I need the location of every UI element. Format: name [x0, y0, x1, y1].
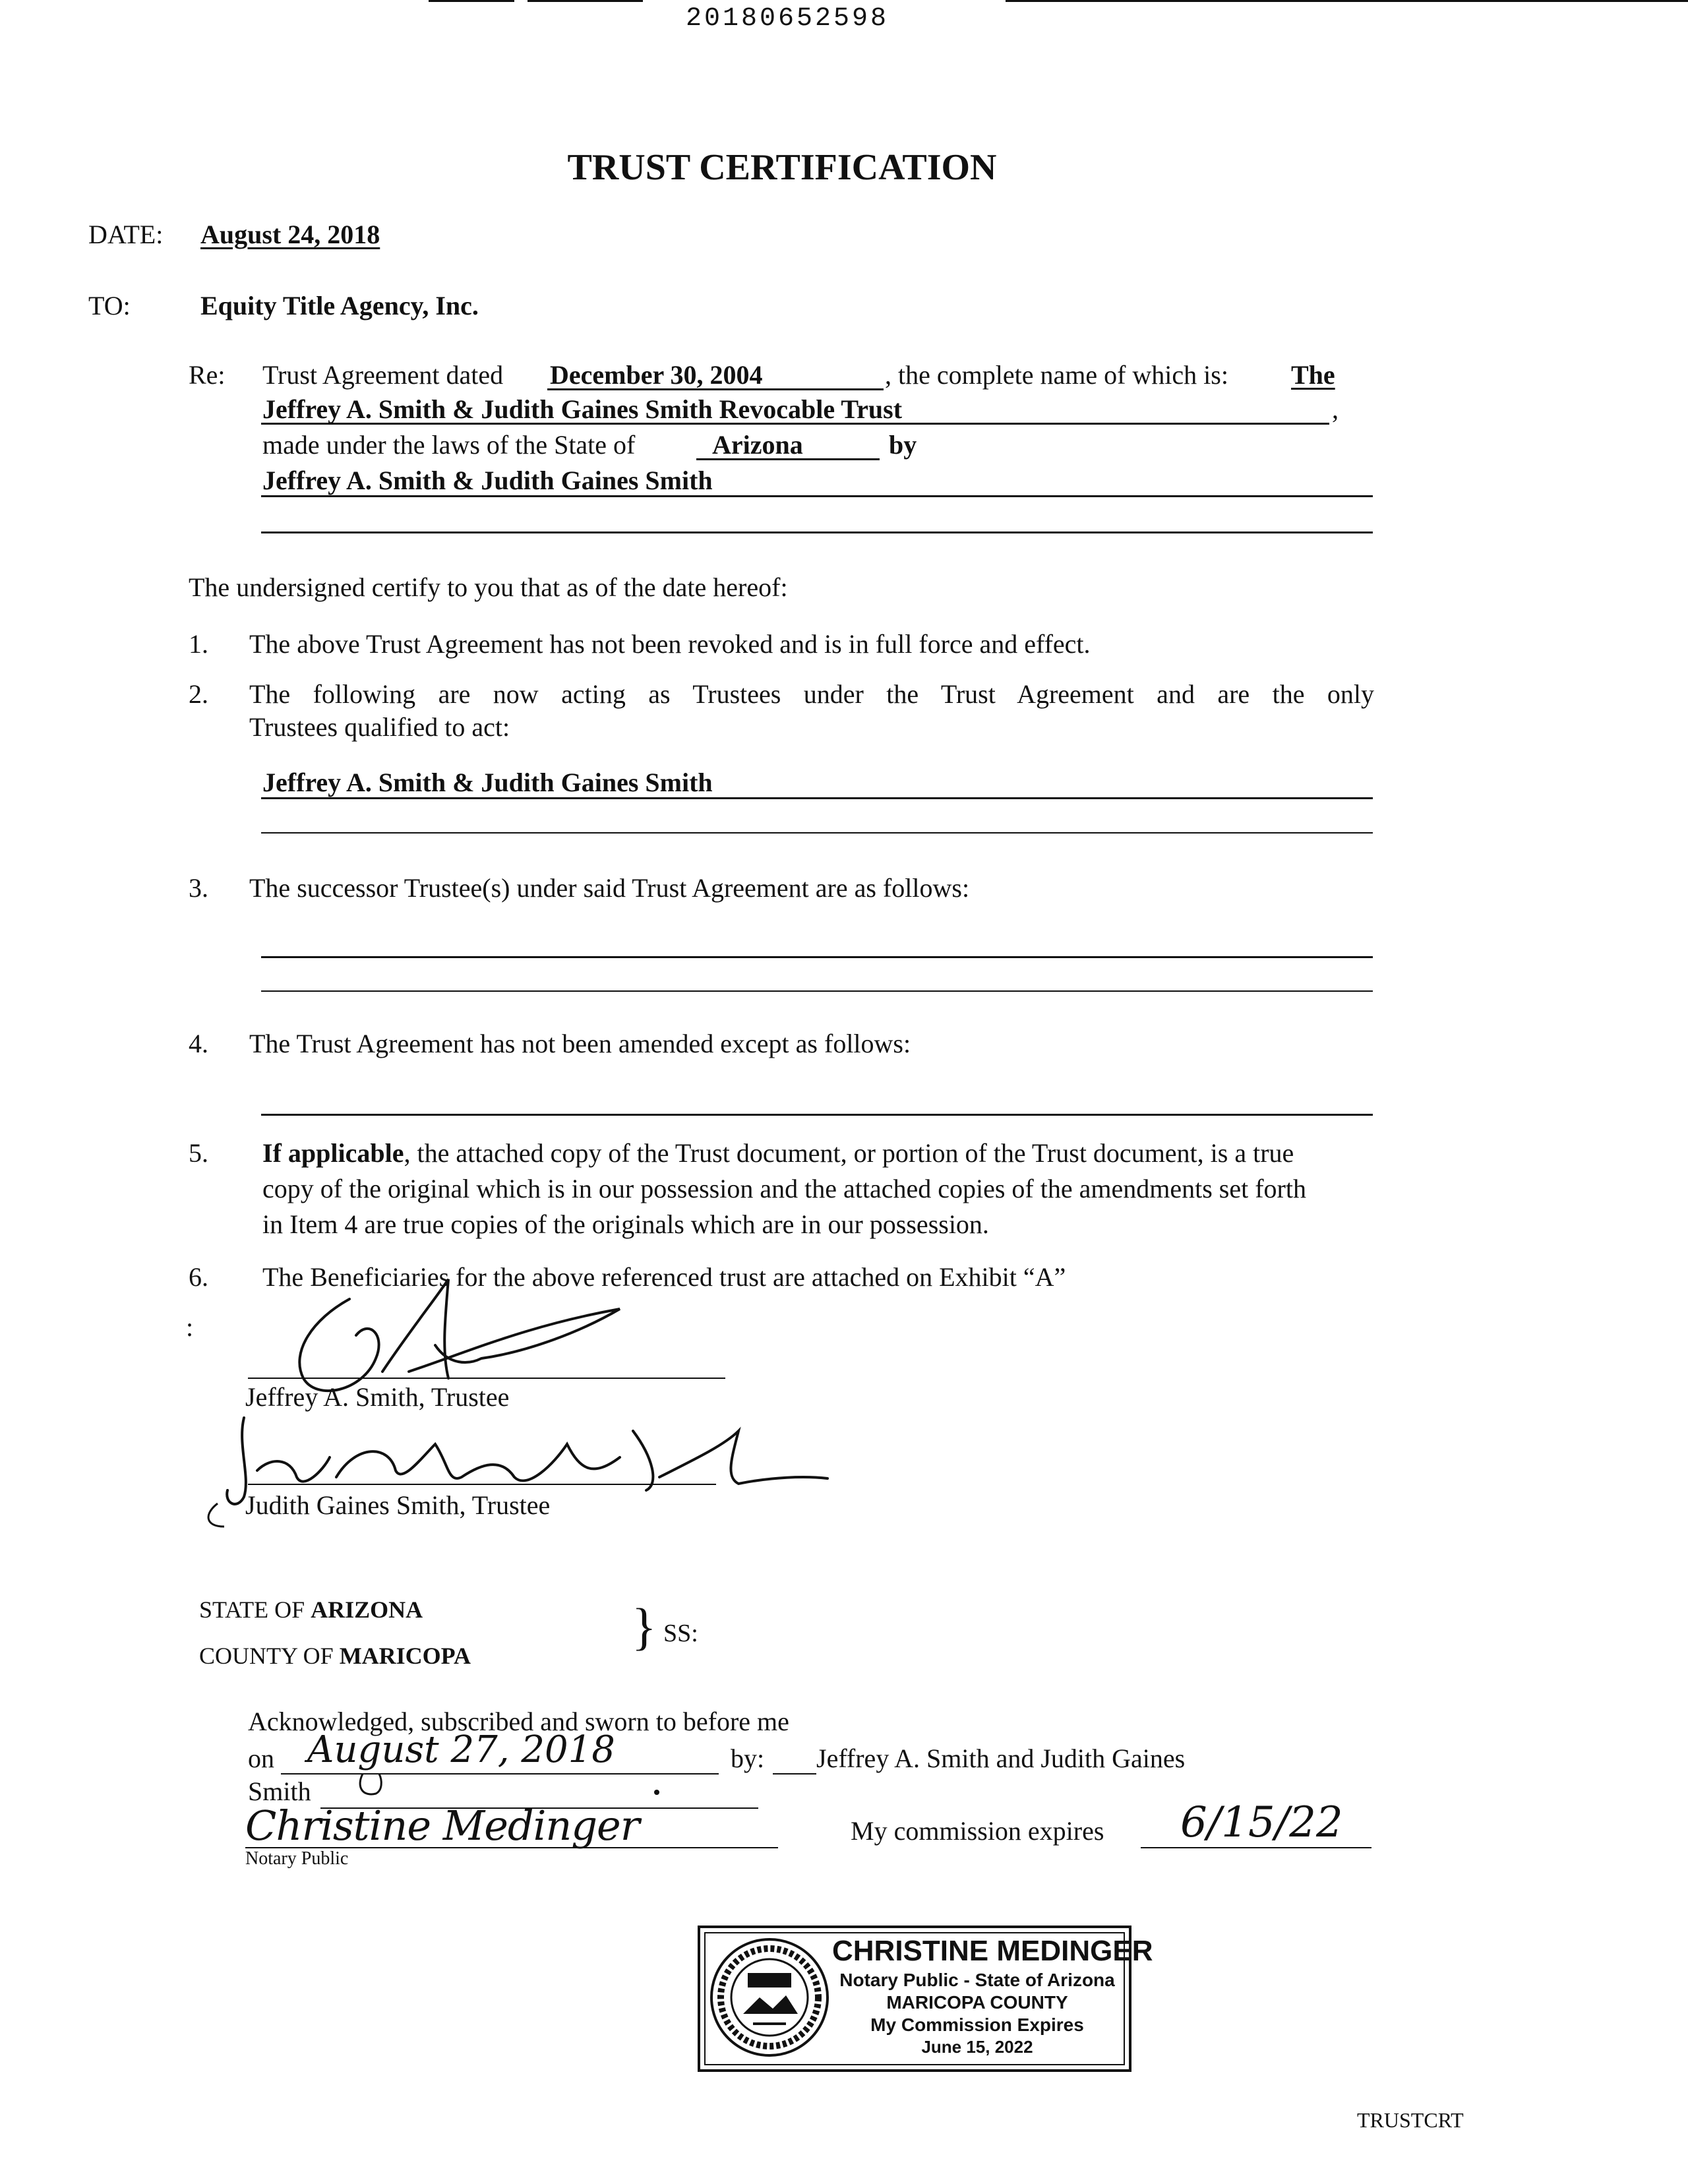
venue-brace: } [632, 1598, 657, 1655]
ack-by-names: Jeffrey A. Smith and Judith Gaines [816, 1744, 1186, 1773]
amendment-line [261, 1114, 1373, 1116]
ack-by-label: by: [731, 1744, 765, 1773]
to-label: TO: [88, 291, 131, 320]
item-6-text: The Beneficiaries for the above referenced trust are attached on Exhibit “A” [262, 1262, 1066, 1292]
colon-mark: : [186, 1312, 194, 1342]
date-value: August 24, 2018 [200, 220, 380, 249]
venue-ss: SS: [663, 1620, 698, 1647]
header-rule-right [1006, 0, 1688, 2]
commission-line [1141, 1847, 1372, 1848]
form-code: TRUSTCRT [1357, 2108, 1464, 2132]
recording-number: 20180652598 [686, 4, 889, 34]
page-title: TRUST CERTIFICATION [567, 147, 997, 188]
re-line1-post: , the complete name of which is: [885, 360, 1228, 390]
signer-1-name: Jeffrey A. Smith, Trustee [245, 1382, 510, 1412]
item-3-number: 3. [189, 873, 208, 903]
item-2-text-line2: Trustees qualified to act: [249, 712, 510, 742]
item-6-number: 6. [189, 1262, 208, 1292]
notary-stamp [698, 1926, 1153, 2072]
re-line1-pre: Trust Agreement dated [262, 360, 504, 390]
stamp-line4: June 15, 2022 [921, 2037, 1033, 2057]
item-1-number: 1. [189, 629, 208, 659]
trust-name: Jeffrey A. Smith & Judith Gaines Smith Revocable Trust [262, 394, 903, 424]
venue-state-value: ARIZONA [311, 1596, 423, 1623]
grantors-line-2 [261, 531, 1373, 533]
notary-signature: Christine Medinger [245, 1802, 640, 1850]
trust-name-line [261, 423, 1329, 425]
stamp-name: CHRISTINE MEDINGER [832, 1935, 1153, 1967]
item-3-text: The successor Trustee(s) under said Trust Agreement are as follows: [249, 873, 970, 903]
header-rule-left [429, 0, 514, 2]
venue-state-pre: STATE OF [199, 1596, 305, 1623]
if-applicable-lead: If applicable [262, 1138, 404, 1168]
re-label: Re: [189, 360, 226, 390]
item-2-text-line1: The following are now acting as Trustees under the Trust Agreement and are the only [249, 679, 1374, 709]
agreement-date: December 30, 2004 [550, 360, 763, 390]
grantors: Jeffrey A. Smith & Judith Gaines Smith [262, 466, 713, 495]
trustees-names: Jeffrey A. Smith & Judith Gaines Smith [262, 768, 713, 797]
item-5-line1-rest: , the attached copy of the Trust document, or portion of the Trust document, is a true [404, 1138, 1294, 1168]
venue-county-value: MARICOPA [339, 1643, 471, 1669]
commission-label: My commission expires [851, 1816, 1104, 1846]
state-value: Arizona [712, 430, 803, 460]
successor-line-2 [261, 990, 1373, 992]
agreement-date-line [547, 388, 884, 390]
header-rule-mid [528, 0, 643, 2]
grantors-line [261, 495, 1373, 497]
commission-date: 6/15/22 [1180, 1798, 1343, 1847]
item-1-text: The above Trust Agreement has not been revoked and is in full force and effect. [249, 629, 1091, 659]
item-2-number: 2. [189, 679, 208, 709]
ack-mark [349, 1767, 666, 1807]
date-label: DATE: [88, 220, 164, 249]
stamp-line3: My Commission Expires [870, 2015, 1084, 2035]
venue-county [199, 1641, 471, 1671]
notary-label: Notary Public [245, 1848, 349, 1869]
stamp-line1: Notary Public - State of Arizona [839, 1970, 1115, 1990]
ack-by-names-cont: Smith [248, 1776, 311, 1806]
intro-text: The undersigned certify to you that as of the date hereof: [189, 572, 788, 602]
item-5-number: 5. [189, 1138, 208, 1168]
item-4-number: 4. [189, 1029, 208, 1058]
venue-county-pre: COUNTY OF [199, 1643, 334, 1669]
successor-line-1 [261, 956, 1373, 958]
ack-line1: Acknowledged, subscribed and sworn to before me [248, 1707, 789, 1736]
ack-by-line [773, 1773, 816, 1774]
trust-name-comma: , [1332, 394, 1339, 424]
item-5-line3: in Item 4 are true copies of the originals which are in our possession. [262, 1209, 989, 1239]
stamp-line2: MARICOPA COUNTY [886, 1992, 1068, 2013]
trustees-line-2 [261, 832, 1373, 834]
laws-pre: made under the laws of the State of [262, 430, 636, 460]
ack-on-date: August 27, 2018 [307, 1728, 615, 1771]
signer-2-name: Judith Gaines Smith, Trustee [245, 1490, 551, 1520]
ack-on-label: on [248, 1744, 274, 1773]
item-4-text: The Trust Agreement has not been amended except as follows: [249, 1029, 911, 1058]
item-5-line1 [262, 1138, 1294, 1168]
by-label: by [889, 430, 917, 460]
state-line [696, 458, 880, 460]
trustees-line [261, 797, 1373, 799]
trust-name-start: The [1291, 360, 1335, 390]
to-value: Equity Title Agency, Inc. [200, 291, 479, 320]
state-seal-icon [707, 1935, 832, 2060]
venue-state [199, 1594, 423, 1625]
item-5-line2: copy of the original which is in our possession and the attached copies of the amendments set forth [262, 1174, 1306, 1203]
